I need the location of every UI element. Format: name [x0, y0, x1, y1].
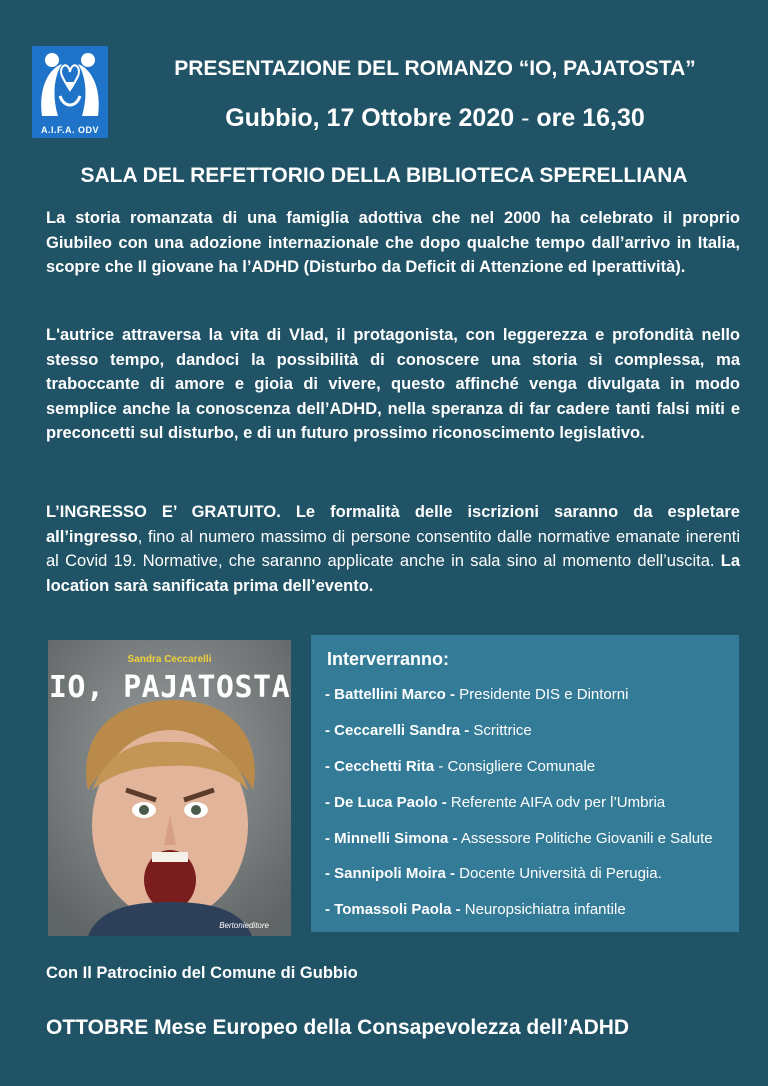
entry-text-space — [281, 503, 296, 521]
free-entry-text: L’INGRESSO E’ GRATUITO. — [46, 503, 281, 521]
speaker-name: - Battellini Marco - — [325, 686, 456, 703]
speakers-panel — [311, 635, 739, 932]
logo-text: A.I.F.A. ODV — [40, 125, 99, 135]
event-venue: SALA DEL REFETTORIO DELLA BIBLIOTECA SPERELLIANA — [80, 164, 688, 187]
speaker-name: - Ceccarelli Sandra - — [325, 722, 470, 739]
speaker-role: Neuropsichiatra infantile — [460, 901, 626, 918]
date-separator: - — [521, 104, 530, 132]
speaker-role: Presidente DIS e Dintorni — [455, 686, 629, 703]
speaker-name: - De Luca Paolo - — [325, 794, 447, 811]
footer-slogan: OTTOBRE Mese Europeo della Consapevolezza dell’ADHD — [46, 1016, 630, 1039]
author-paragraph: L'autrice attraversa la vita di Vlad, il protagonista, con leggerezza e profondità nello stesso tempo, dandoci la possibilità di conoscere una storia sì complessa, ma traboccante di amore e gioia di vivere, questo affinché venga divulgata in modo semplice anche la conoscenza dell’ADHD, nella speranza di far cadere tanti falsi miti e preconcetti sul disturbo, e di un futuro prossimo riconoscimento legislativo. — [46, 326, 740, 442]
aifa-logo — [32, 46, 108, 138]
speaker-item — [325, 758, 595, 775]
speaker-name: - Tomassoli Paola - — [325, 901, 461, 918]
aifa-logo-icon — [32, 46, 108, 124]
book-cover — [48, 640, 291, 936]
patronage-text: Con Il Patrocinio del Comune di Gubbio — [46, 964, 358, 982]
speaker-role: Referente AIFA odv per l’Umbria — [446, 794, 666, 811]
speakers-title: Interverranno: — [327, 649, 450, 669]
registration-text: Le formalità delle iscrizioni saranno da espletare all’ingresso — [46, 503, 740, 546]
speaker-name: - Minnelli Simona - — [325, 830, 458, 847]
speaker-role: - Consigliere Comunale — [438, 758, 596, 775]
cover-publisher: Bertonieditore — [219, 921, 269, 930]
cover-author: Sandra Ceccarelli — [127, 654, 212, 665]
cover-title: IO, PAJATOSTA — [48, 670, 291, 705]
event-date: Gubbio, 17 Ottobre 2020 — [225, 104, 515, 132]
speaker-item — [325, 865, 662, 882]
covid-text: , fino al numero massimo di persone consentito dalle normative emanate inerenti al Covid 19. Normative, che saranno applicate anche in sala sino al momento dell’uscita. — [46, 527, 740, 570]
intro-paragraph: La storia romanzata di una famiglia adottiva che nel 2000 ha celebrato il proprio Giubileo con una adozione internazionale che dopo qualche tempo dall’arrivo in Italia, scopre che Il giovane ha l’ADHD (Disturbo da Deficit di Attenzione ed Iperattività). — [46, 209, 740, 276]
speaker-item — [325, 686, 628, 703]
event-time: ore 16,30 — [536, 104, 645, 132]
speaker-role: Scrittrice — [469, 722, 532, 739]
speaker-name: - Sannipoli Moira - — [325, 865, 455, 882]
speaker-role: Assessore Politiche Giovanili e Salute — [457, 830, 713, 847]
speaker-name: - Cecchetti Rita — [325, 758, 439, 775]
speaker-item — [325, 722, 532, 739]
speaker-item — [325, 901, 626, 918]
event-date-time — [110, 104, 760, 133]
speaker-item — [325, 794, 665, 811]
entry-paragraph — [46, 500, 740, 598]
speaker-item — [325, 830, 713, 847]
sanitization-text: La location sarà sanificata prima dell’evento. — [46, 552, 740, 595]
event-title: PRESENTAZIONE DEL ROMANZO “IO, PAJATOSTA” — [174, 57, 696, 80]
speaker-role: Docente Università di Perugia. — [455, 865, 662, 882]
